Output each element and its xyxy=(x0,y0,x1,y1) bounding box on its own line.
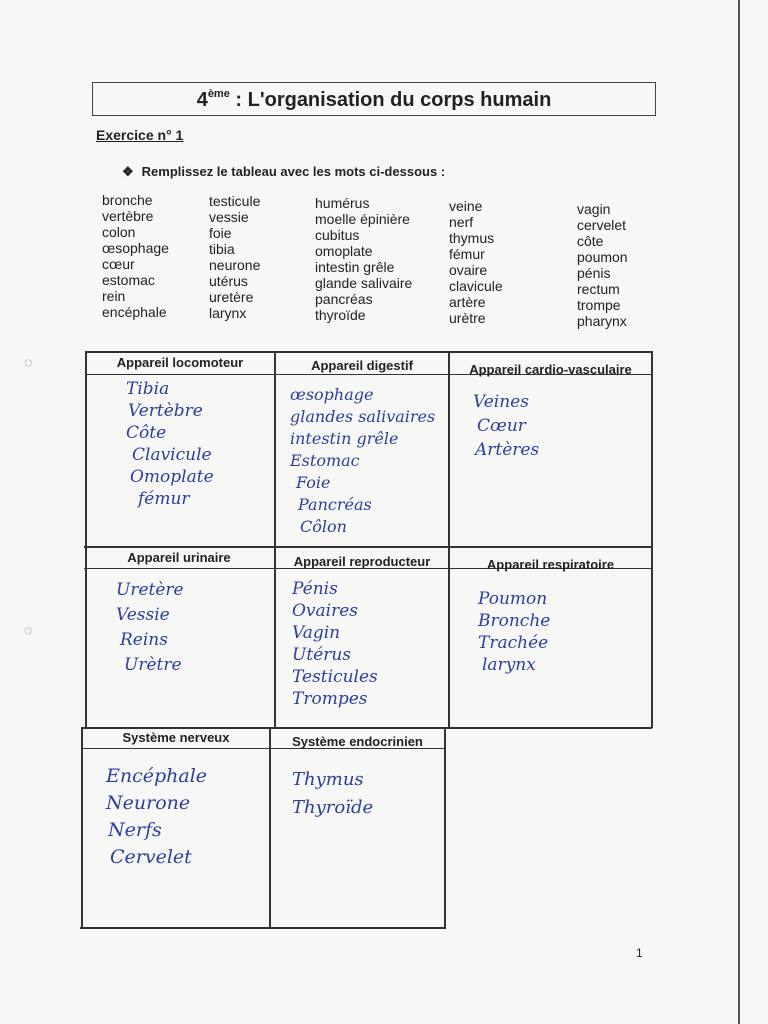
word: fémur xyxy=(449,246,485,262)
word: testicule xyxy=(209,193,261,209)
word: artère xyxy=(449,294,486,310)
title-text: : L'organisation du corps humain xyxy=(235,89,552,111)
word: utérus xyxy=(209,273,248,289)
cell-title-urinaire: Appareil urinaire xyxy=(127,550,231,565)
answer-text: Pancréas xyxy=(298,495,372,514)
answer-text: Estomac xyxy=(290,451,360,470)
answer-text: Pénis xyxy=(292,579,338,599)
answer-text: Utérus xyxy=(292,645,352,665)
answers-respiratoire xyxy=(478,588,550,676)
answer-text: Foie xyxy=(296,473,331,492)
cell-title-respiratoire: Appareil respiratoire xyxy=(486,557,615,572)
table-col-divider xyxy=(448,351,450,728)
table-col-divider xyxy=(274,351,276,728)
answer-text: larynx xyxy=(482,655,536,675)
word: cervelet xyxy=(577,217,627,233)
answer-text: Thymus xyxy=(292,769,364,790)
answer-text: Artères xyxy=(475,440,540,460)
word: poumon xyxy=(577,249,628,265)
answer-text: Omoplate xyxy=(130,467,214,487)
word: moelle épinière xyxy=(315,211,410,227)
bullet-icon: ❖ xyxy=(122,164,134,179)
answers-reproducteur xyxy=(292,578,378,710)
title-level-sup: ème xyxy=(207,88,230,100)
answers-endocrinien xyxy=(292,766,373,822)
word: œsophage xyxy=(102,240,169,256)
word: larynx xyxy=(209,305,247,321)
table-col-divider xyxy=(444,727,446,928)
answer-text: Vessie xyxy=(116,605,170,625)
word-column-3 xyxy=(315,195,412,323)
word: cœur xyxy=(102,256,135,272)
answer-text: Trachée xyxy=(478,633,549,653)
answer-text: Clavicule xyxy=(132,445,212,465)
answer-text: glandes salivaires xyxy=(290,407,436,426)
answer-text: Thyroïde xyxy=(292,797,374,818)
cell-title-reproducteur: Appareil reproducteur xyxy=(293,554,431,569)
table-border-bottom xyxy=(80,927,446,929)
cell-title-nerveux: Système nerveux xyxy=(122,730,230,745)
answers-nerveux xyxy=(106,763,207,871)
answers-digestif xyxy=(290,384,435,538)
answer-text: œsophage xyxy=(290,385,374,404)
answer-text: Cœur xyxy=(477,416,526,436)
answers-urinaire xyxy=(116,578,184,678)
binder-hole-mark: ◌ xyxy=(24,622,33,638)
answer-text: Côlon xyxy=(300,517,347,536)
answer-text: Uretère xyxy=(116,580,184,600)
answer-text: Vagin xyxy=(292,623,341,643)
title-level: 4 xyxy=(196,89,208,111)
cell-title-cardio: Appareil cardio-vasculaire xyxy=(469,362,632,377)
answer-text: Trompes xyxy=(292,689,368,709)
table-border-top xyxy=(86,351,652,353)
table-col-divider xyxy=(269,727,271,928)
answer-text: fémur xyxy=(138,489,190,509)
word: pénis xyxy=(577,265,611,281)
answer-text: Bronche xyxy=(478,611,551,631)
cell-title-locomoteur: Appareil locomoteur xyxy=(116,355,244,370)
cell-title-digestif: Appareil digestif xyxy=(311,358,413,373)
word-column-2 xyxy=(209,193,260,321)
table-border-left xyxy=(85,351,87,728)
word: urètre xyxy=(449,310,486,326)
word: encéphale xyxy=(102,304,167,320)
answer-text: Cervelet xyxy=(110,846,192,868)
word: intestin grêle xyxy=(315,259,395,275)
word: cubitus xyxy=(315,227,360,243)
answer-text: Nerfs xyxy=(108,819,162,841)
table-row-divider xyxy=(82,727,652,729)
answer-text: Veines xyxy=(473,392,529,412)
instruction-text: Remplissez le tableau avec les mots ci-dessous : xyxy=(141,164,446,179)
exercise-heading: Exercice n° 1 xyxy=(96,127,184,143)
answers-cardio xyxy=(473,390,539,462)
answer-text: Urètre xyxy=(124,655,182,675)
answer-text: Tibia xyxy=(126,379,170,399)
word: rein xyxy=(102,288,126,304)
cell-title-endocrinien: Système endocrinien xyxy=(292,734,423,749)
word: humérus xyxy=(315,195,370,211)
word: vessie xyxy=(209,209,249,225)
word: trompe xyxy=(577,297,621,313)
answer-text: Reins xyxy=(120,630,168,650)
word: thyroïde xyxy=(315,307,366,323)
word-column-1 xyxy=(102,192,169,320)
page-number: 1 xyxy=(636,946,643,960)
word-column-5 xyxy=(577,201,628,329)
word: uretère xyxy=(209,289,254,305)
word: bronche xyxy=(102,192,153,208)
answer-text: intestin grêle xyxy=(290,429,399,448)
page-edge xyxy=(738,0,740,1024)
word: veine xyxy=(449,198,483,214)
answer-text: Vertèbre xyxy=(128,401,203,421)
word: clavicule xyxy=(449,278,503,294)
word: colon xyxy=(102,224,136,240)
word: tibia xyxy=(209,241,235,257)
word: neurone xyxy=(209,257,261,273)
answer-text: Testicules xyxy=(292,667,378,687)
word: glande salivaire xyxy=(315,275,413,291)
word: omoplate xyxy=(315,243,373,259)
word: pharynx xyxy=(577,313,627,329)
binder-hole-mark: ◌ xyxy=(24,354,33,370)
answer-text: Ovaires xyxy=(292,601,359,621)
word: pancréas xyxy=(315,291,373,307)
word-column-4 xyxy=(449,198,503,326)
word: estomac xyxy=(102,272,155,288)
word: foie xyxy=(209,225,232,241)
word: côte xyxy=(577,233,604,249)
table-border-right xyxy=(651,351,653,728)
answer-text: Poumon xyxy=(478,589,548,609)
word: rectum xyxy=(577,281,620,297)
word: ovaire xyxy=(449,262,488,278)
worksheet-title xyxy=(92,82,656,116)
instruction xyxy=(122,164,445,180)
answer-text: Encéphale xyxy=(106,765,208,787)
answers-locomoteur xyxy=(118,378,214,510)
word: vagin xyxy=(577,201,611,217)
table-row-divider xyxy=(84,546,652,548)
table-border-left xyxy=(81,727,83,928)
word: vertèbre xyxy=(102,208,154,224)
word: nerf xyxy=(449,214,474,230)
answer-text: Neurone xyxy=(106,792,191,814)
answer-text: Côte xyxy=(126,423,167,443)
word: thymus xyxy=(449,230,495,246)
